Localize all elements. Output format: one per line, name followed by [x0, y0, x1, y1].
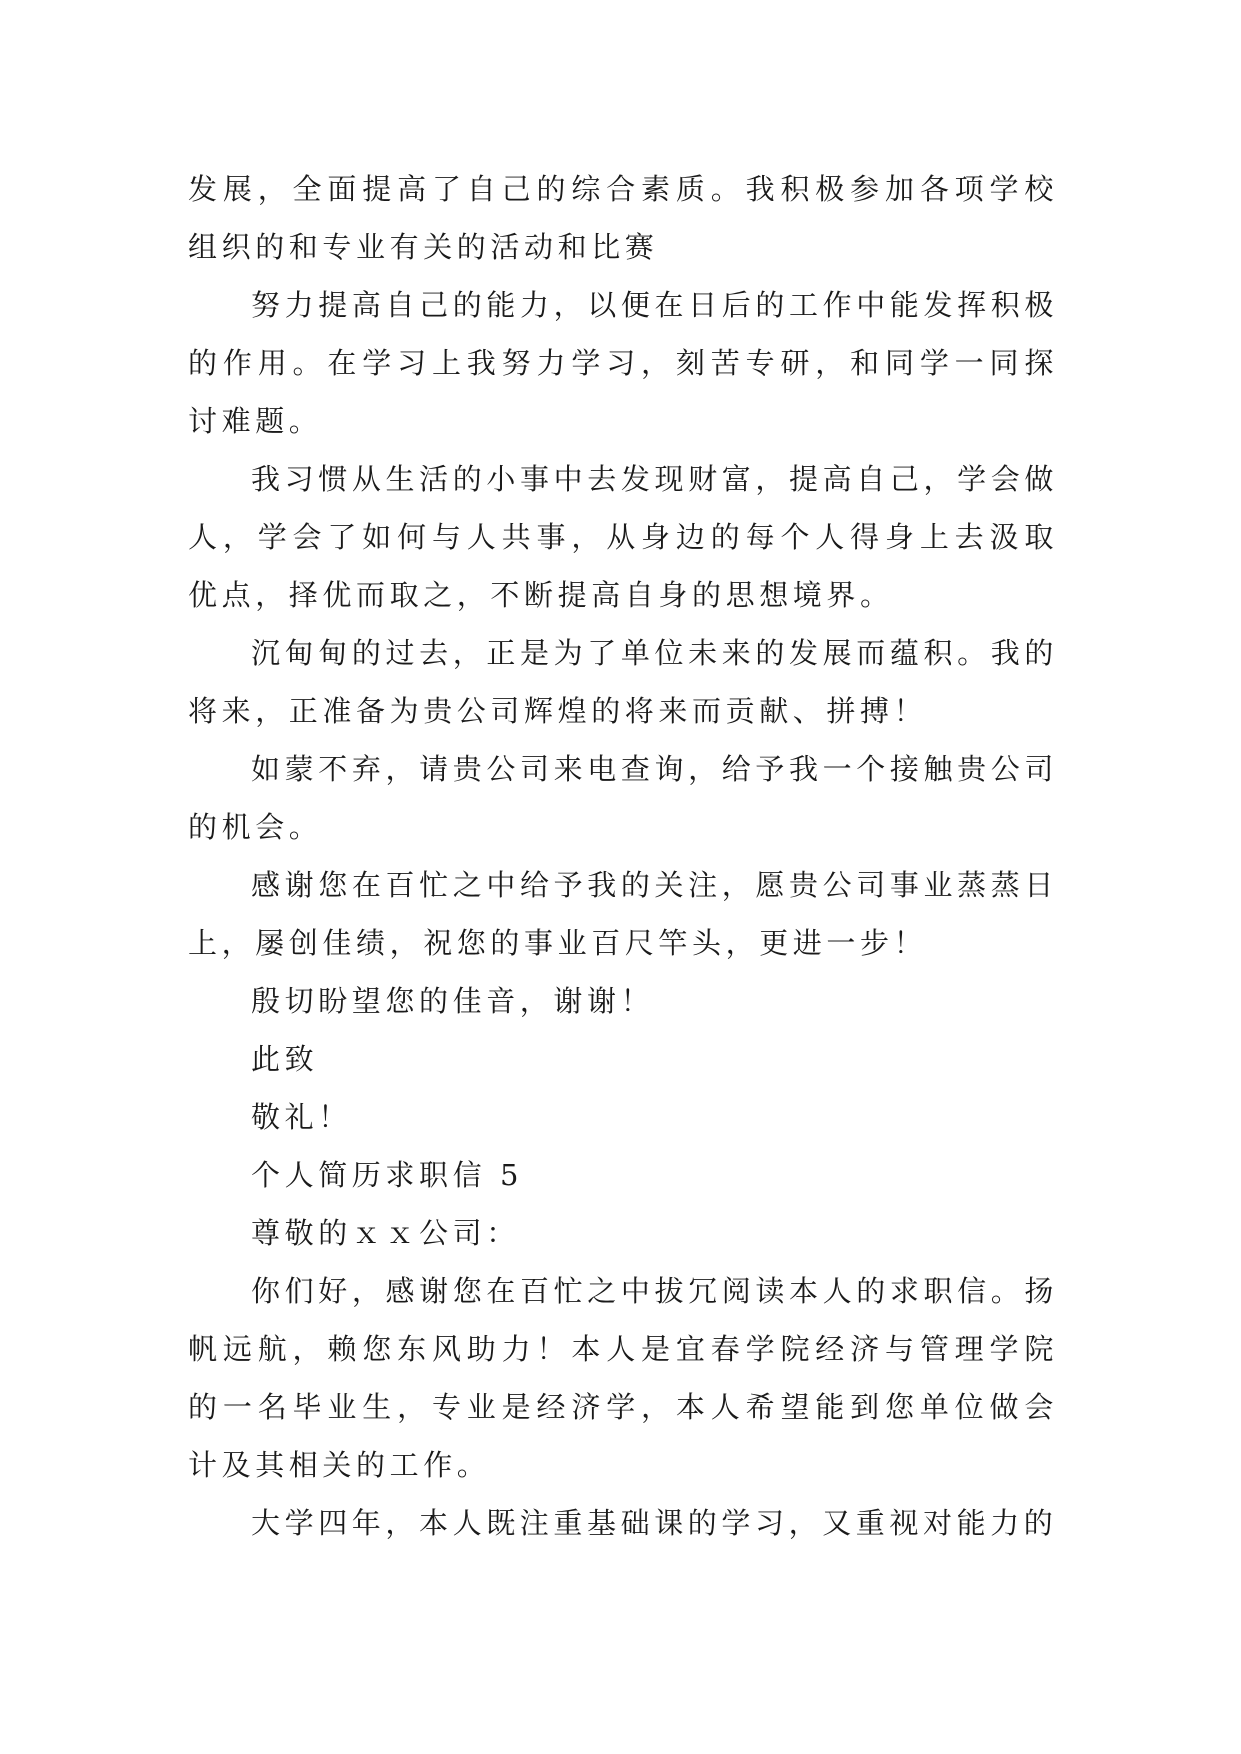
- paragraph: 我习惯从生活的小事中去发现财富，提高自己，学会做人，学会了如何与人共事，从身边的每个人得身上去汲取优点，择优而取之，不断提高自身的思想境界。: [188, 462, 1058, 612]
- closing-line: 殷切盼望您的佳音，谢谢！: [251, 984, 655, 1018]
- section-heading: 个人简历求职信 5: [251, 1158, 524, 1192]
- paragraph: 你们好，感谢您在百忙之中拔冗阅读本人的求职信。扬帆远航，赖您东风助力！本人是宜春学院经济与管理学院的一名毕业生，专业是经济学，本人希望能到您单位做会计及其相关的工作。: [188, 1274, 1058, 1482]
- paragraph: 如蒙不弃，请贵公司来电查询，给予我一个接触贵公司的机会。: [188, 752, 1058, 844]
- paragraph: 感谢您在百忙之中给予我的关注，愿贵公司事业蒸蒸日上，屡创佳绩，祝您的事业百尺竿头，更进一步！: [188, 868, 1058, 960]
- document-body: [188, 160, 1058, 1552]
- paragraph: 大学四年，本人既注重基础课的学习，又重视对能力的: [251, 1506, 1058, 1540]
- paragraph: 努力提高自己的能力，以便在日后的工作中能发挥积极的作用。在学习上我努力学习，刻苦专研，和同学一同探讨难题。: [188, 288, 1058, 438]
- salutation-line: 敬礼！: [251, 1100, 352, 1134]
- paragraph: 发展，全面提高了自己的综合素质。我积极参加各项学校组织的和专业有关的活动和比赛: [188, 172, 1058, 264]
- salutation-line: 此致: [251, 1042, 319, 1076]
- greeting-line: 尊敬的ｘｘ公司：: [251, 1216, 520, 1250]
- paragraph: 沉甸甸的过去，正是为了单位未来的发展而蕴积。我的将来，正准备为贵公司辉煌的将来而贡献、拼搏！: [188, 636, 1058, 728]
